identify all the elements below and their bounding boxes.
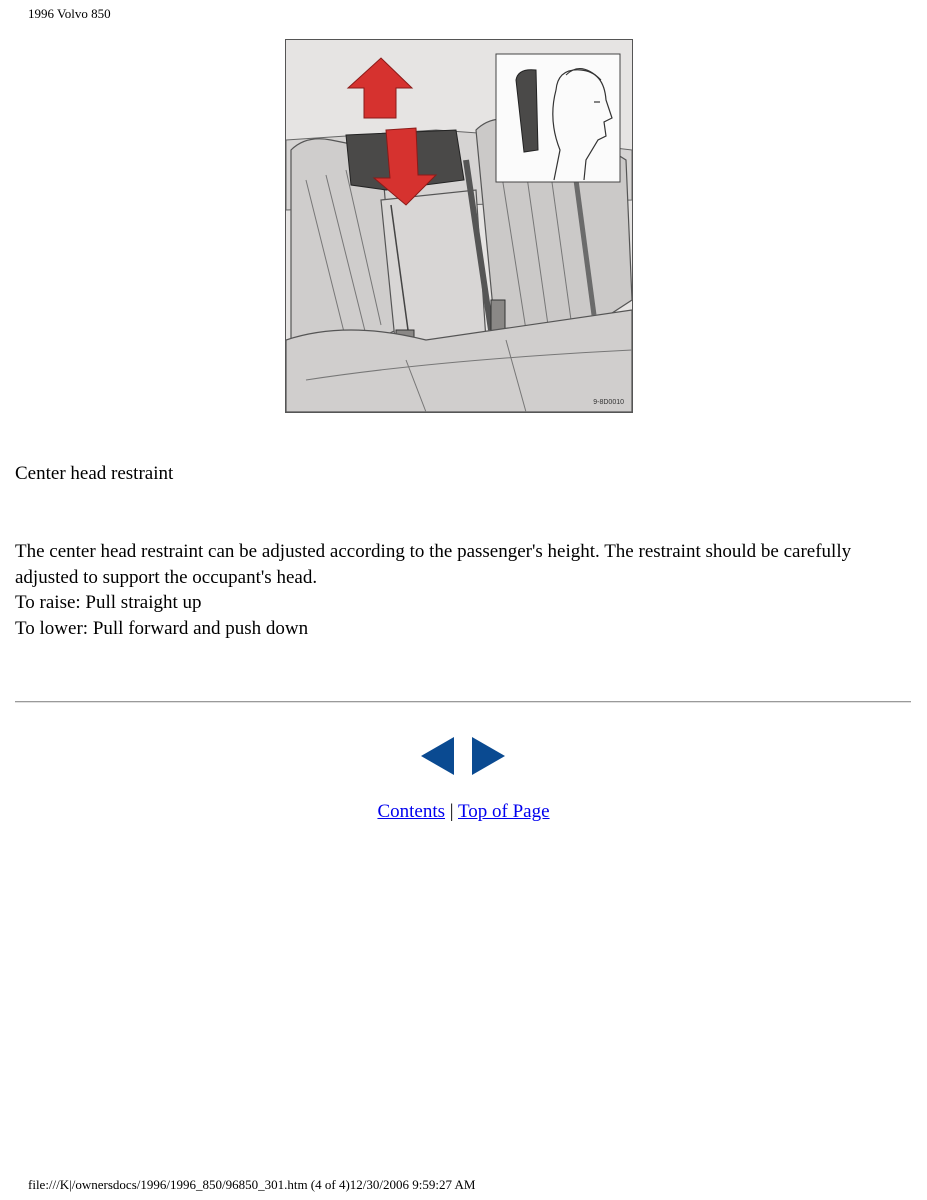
page-header-title: 1996 Volvo 850 xyxy=(28,6,111,21)
rear-seat-drawing xyxy=(286,40,632,412)
figure-code: 9-8D0010 xyxy=(593,399,624,406)
lower-instruction: To lower: Pull forward and push down xyxy=(15,617,309,639)
head-restraint-illustration xyxy=(285,39,633,413)
page-navigation xyxy=(421,737,507,775)
horizontal-rule xyxy=(15,701,911,703)
right-triangle-arrow-icon xyxy=(471,737,505,775)
top-of-page-link[interactable]: Top of Page xyxy=(458,801,550,822)
link-separator: | xyxy=(449,801,454,822)
description-paragraph: The center head restraint can be adjusted according to the passenger's height. The restraint should be carefully adjusted to support the occupant's head. xyxy=(15,541,852,588)
previous-page-button[interactable] xyxy=(421,737,455,775)
contents-link[interactable]: Contents xyxy=(377,801,446,822)
page-footer-path: file:///K|/ownersdocs/1996/1996_850/96850_301.htm (4 of 4)12/30/2006 9:59:27 AM xyxy=(28,1177,476,1192)
left-triangle-arrow-icon xyxy=(421,737,455,775)
next-page-button[interactable] xyxy=(471,737,505,775)
section-body xyxy=(15,539,895,641)
footer-links xyxy=(0,801,927,823)
raise-instruction: To raise: Pull straight up xyxy=(15,592,202,613)
section-title: Center head restraint xyxy=(15,463,174,484)
